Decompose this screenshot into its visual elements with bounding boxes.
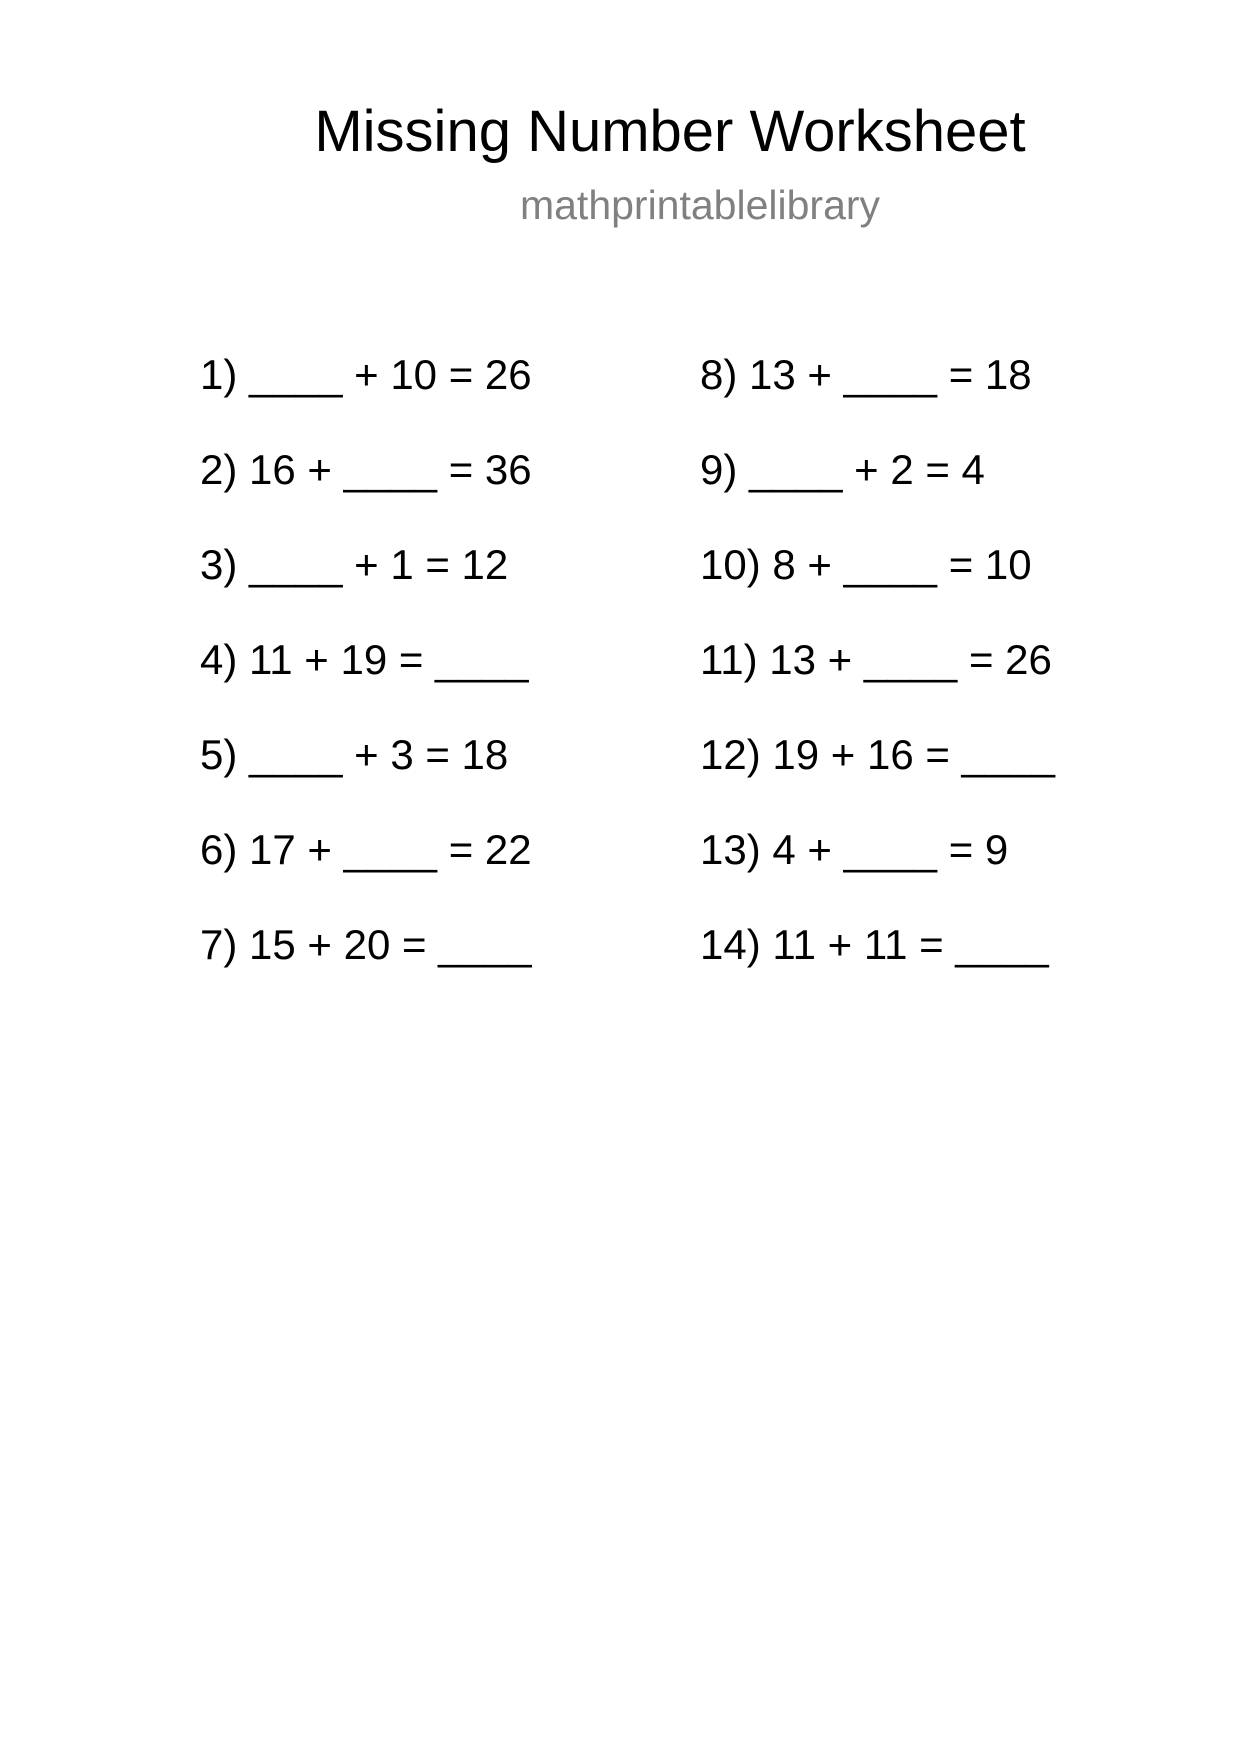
- problem-5: 5) ____ + 3 = 18: [200, 731, 509, 778]
- problem-2: 2) 16 + ____ = 36: [200, 446, 532, 493]
- problem-1: 1) ____ + 10 = 26: [200, 351, 532, 398]
- problem-10: 10) 8 + ____ = 10: [700, 541, 1032, 588]
- problem-6: 6) 17 + ____ = 22: [200, 826, 532, 873]
- problem-9: 9) ____ + 2 = 4: [700, 446, 985, 493]
- worksheet-title: Missing Number Worksheet: [314, 99, 1026, 164]
- problems-left-column: [200, 350, 532, 1015]
- problem-12: 12) 19 + 16 = ____: [700, 731, 1055, 778]
- problem-14: 14) 11 + 11 = ____: [700, 921, 1049, 968]
- problem-4: 4) 11 + 19 = ____: [200, 636, 529, 683]
- problem-13: 13) 4 + ____ = 9: [700, 826, 1009, 873]
- problem-3: 3) ____ + 1 = 12: [200, 541, 509, 588]
- problem-8: 8) 13 + ____ = 18: [700, 351, 1032, 398]
- problem-11: 11) 13 + ____ = 26: [700, 636, 1052, 683]
- problem-7: 7) 15 + 20 = ____: [200, 921, 532, 968]
- worksheet-subtitle: mathprintablelibrary: [519, 182, 881, 228]
- problems-right-column: [700, 350, 1055, 1015]
